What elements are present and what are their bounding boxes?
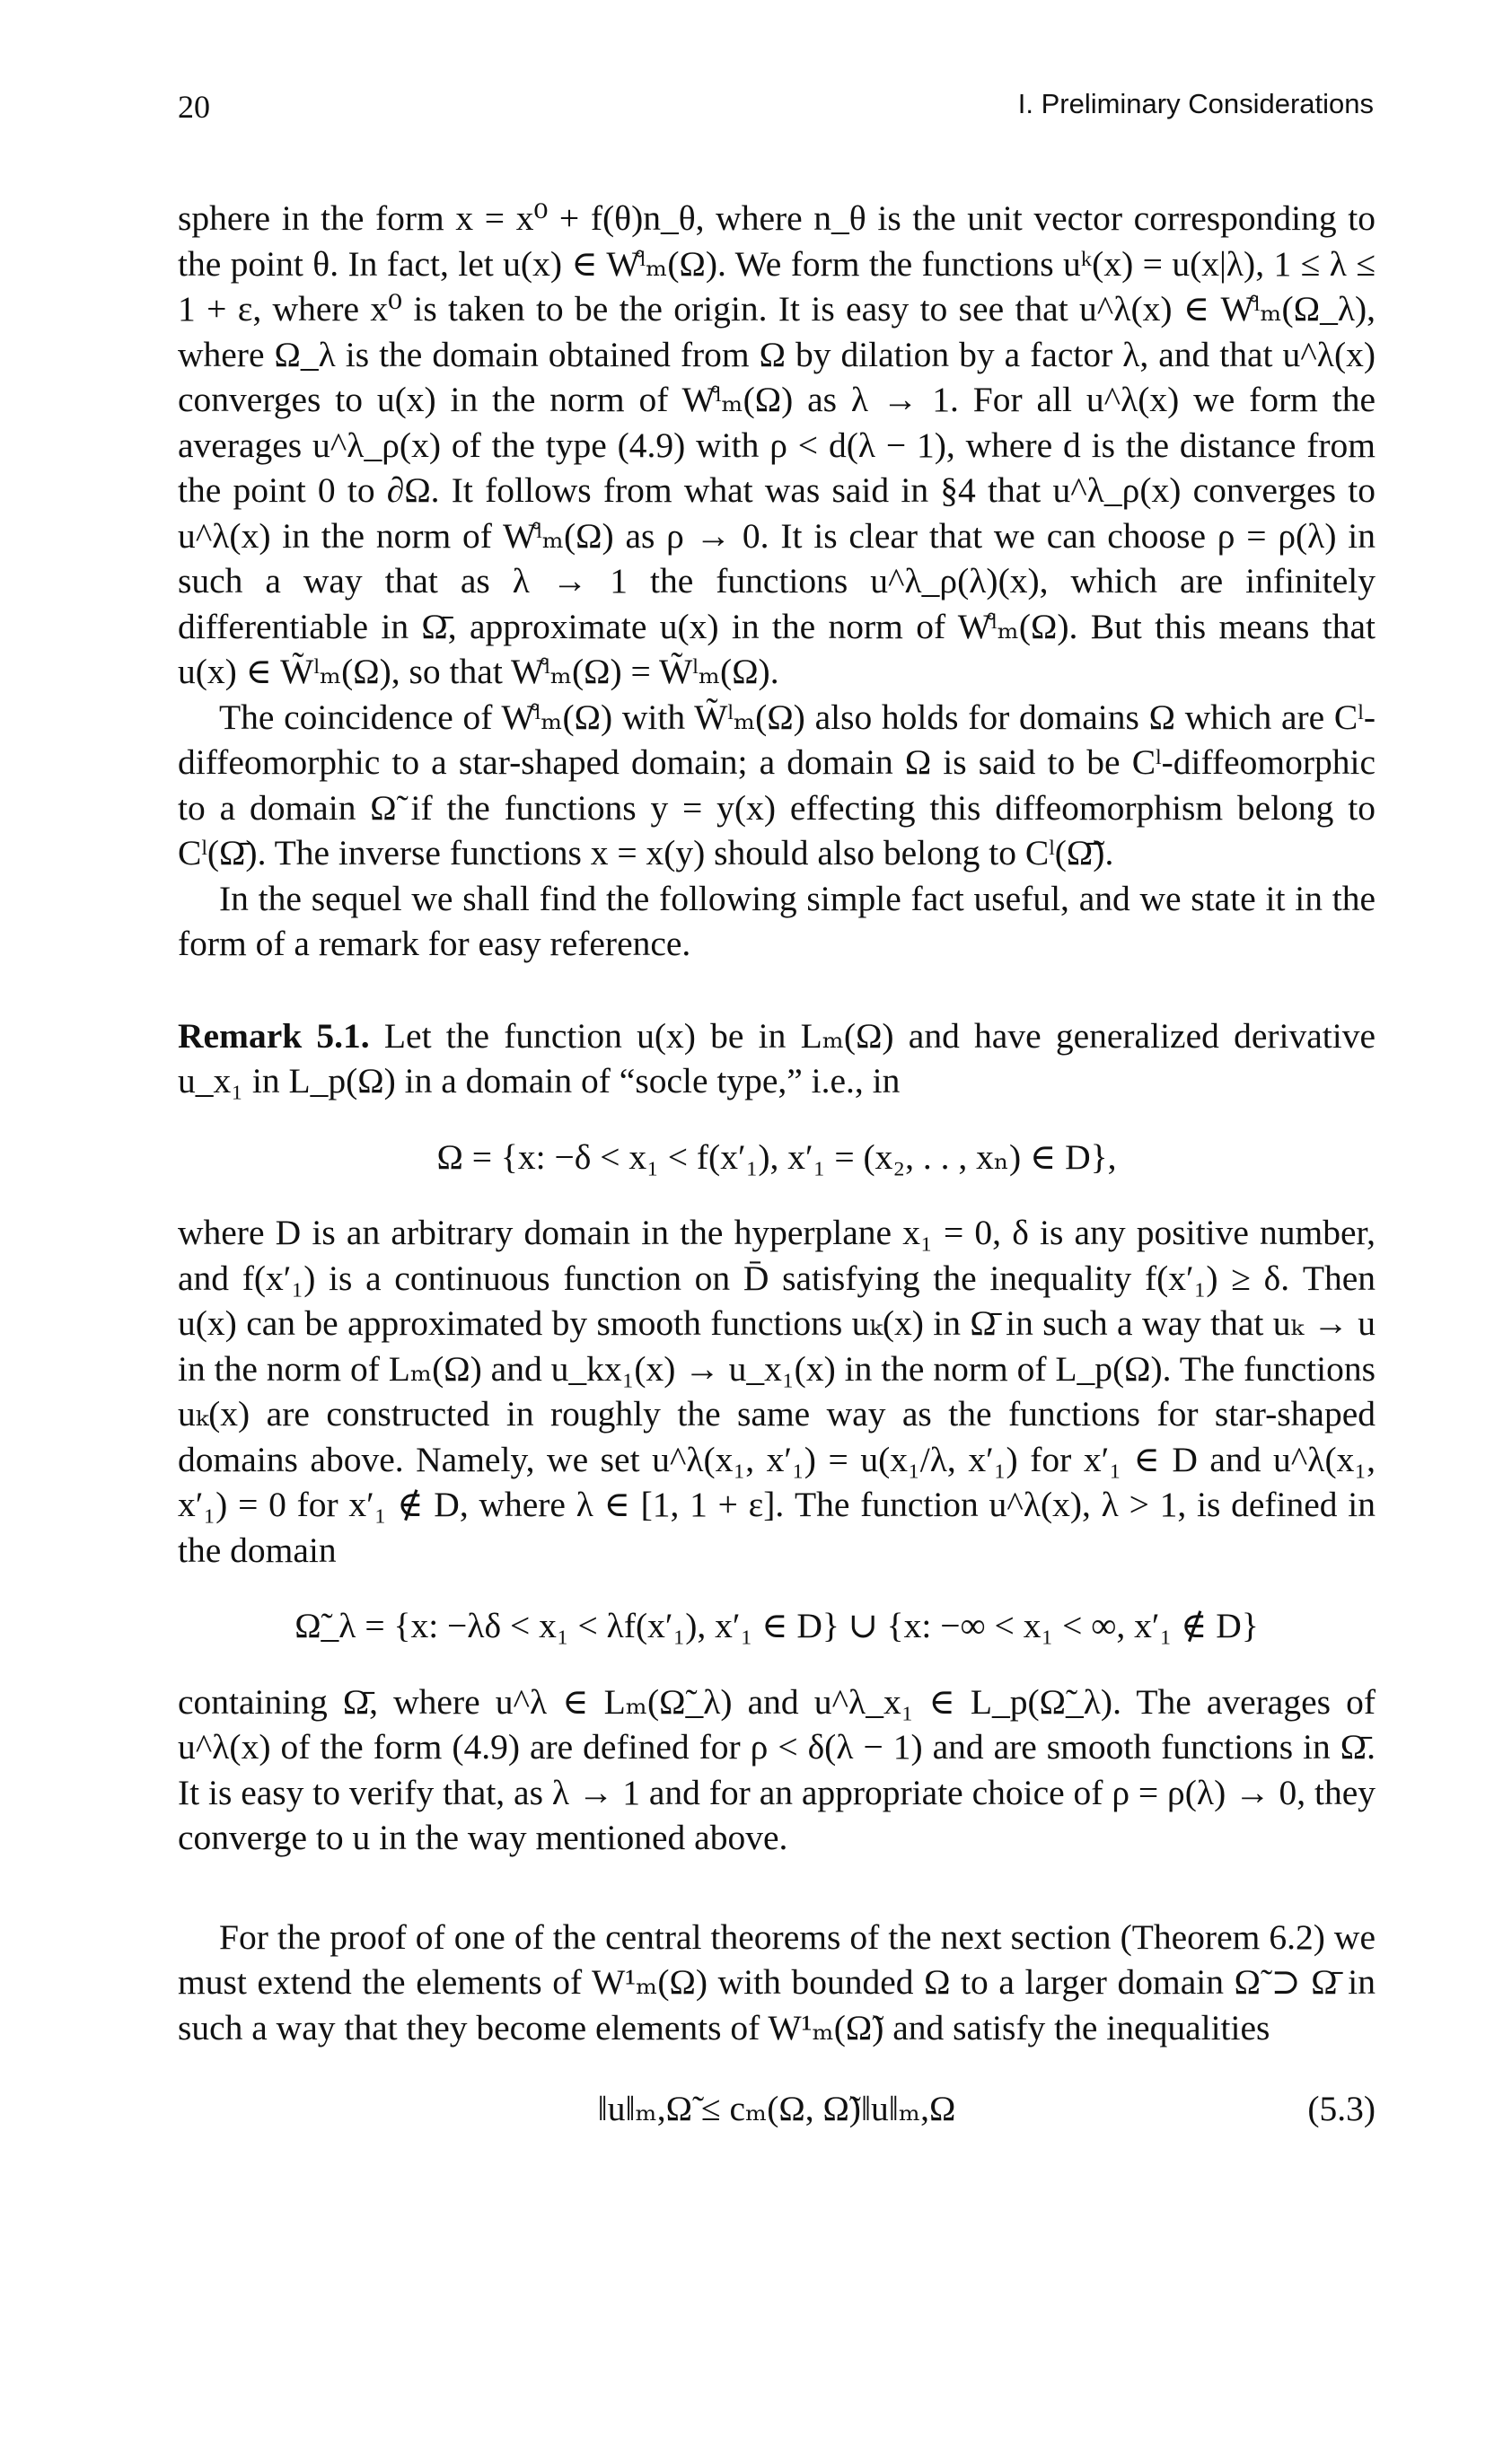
paragraph-6: containing Ω̄, where u^λ ∈ Lₘ(Ω̃_λ) and u^λ_x₁ ∈ L_p(Ω̃_λ). The averages of u^λ(x) of the form (4.9) are defined for ρ < δ(λ − 1) and are smooth functions in Ω̄. It is easy to verify that, as λ → 1 and for an appropriate choice of ρ = ρ(λ) → 0, they converge to u in the way mentioned above.	[178, 1681, 1376, 1857]
paragraph-7: For the proof of one of the central theorems of the next section (Theorem 6.2) we must extend the elements of W¹ₘ(Ω) with bounded Ω to a larger domain Ω̃ ⊃ Ω̄ in such a way that they become elements of W¹ₘ(Ω̃) and satisfy the inequalities	[178, 1916, 1376, 2047]
paragraph-1: sphere in the form x = x⁰ + f(θ)n_θ, where n_θ is the unit vector corresponding to the point θ. In fact, let u(x) ∈ W̊ˡₘ(Ω). We form the functions uᵏ(x) = u(x|λ), 1 ≤ λ ≤ 1 + ε, where x⁰ is taken to be the origin. It is easy to see that u^λ(x) ∈ W̊ˡₘ(Ω_λ), where Ω_λ is the domain obtained from Ω by dilation by a factor λ, and that u^λ(x) converges to u(x) in the norm of W̊ˡₘ(Ω) as λ → 1. For all u^λ(x) we form the averages u^λ_ρ(x) of the type (4.9) with ρ < d(λ − 1), where d is the distance from the point 0 to ∂Ω. It follows from what was said in §4 that u^λ_ρ(x) converges to u^λ(x) in the norm of W̊ˡₘ(Ω) as ρ → 0. It is clear that we can choose ρ = ρ(λ) in such a way that as λ → 1 the functions u^λ_ρ(λ)(x), which are infinitely differentiable in Ω̄, approximate u(x) in the norm of W̊ˡₘ(Ω). But this means that u(x) ∈ W̃ˡₘ(Ω), so that W̊ˡₘ(Ω) = W̃ˡₘ(Ω).	[178, 198, 1376, 691]
page-header	[178, 88, 1374, 133]
paragraph-2: The coincidence of W̊ˡₘ(Ω) with W̃ˡₘ(Ω) also holds for domains Ω which are Cˡ-diffeomorphic to a star-shaped domain; a domain Ω is said to be Cˡ-diffeomorphic to a domain Ω̃ if the functions y = y(x) effecting this diffeomorphism belong to Cˡ(Ω̄). The inverse functions x = x(y) should also belong to Cˡ(Ω̃̄).	[178, 697, 1376, 872]
equation-socle-domain: Ω = {x: −δ < x₁ < f(x′₁), x′₁ = (x₂, . . , xₙ) ∈ D},	[436, 1136, 1117, 1177]
remark-text: Let the function u(x) be in Lₘ(Ω) and have generalized derivative u_x₁ in L_p(Ω) in a domain of “socle type,” i.e., in	[178, 1015, 1376, 1100]
equation-5-3-body: ‖u‖ₘ,Ω̃ ≤ cₘ(Ω, Ω̃)‖u‖ₘ,Ω	[597, 2089, 956, 2128]
equation-number: (5.3)	[1307, 2089, 1376, 2128]
equation-dilated-domain: Ω̃_λ = {x: −λδ < x₁ < λf(x′₁), x′₁ ∈ D} ∪ {x: −∞ < x₁ < ∞, x′₁ ∉ D}	[294, 1606, 1259, 1645]
running-title: I. Preliminary Considerations	[1017, 88, 1374, 119]
remark-paragraph	[178, 1013, 1376, 1104]
paragraph-3: In the sequel we shall find the following simple fact useful, and we state it in the form of a remark for easy reference.	[178, 878, 1376, 963]
body-text	[178, 196, 1376, 2132]
remark-label: Remark 5.1.	[178, 1015, 370, 1056]
page-number: 20	[178, 89, 210, 125]
equation-5-3	[178, 2086, 1376, 2132]
paragraph-5: where D is an arbitrary domain in the hyperplane x₁ = 0, δ is any positive number, and f(x′₁) is a continuous function on D̄ satisfying the inequality f(x′₁) ≥ δ. Then u(x) can be approximated by smooth functions uₖ(x) in Ω̄ in such a way that uₖ → u in the norm of Lₘ(Ω) and u_kx₁(x) → u_x₁(x) in the norm of L_p(Ω). The functions uₖ(x) are constructed in roughly the same way as the functions for star-shaped domains above. Namely, we set u^λ(x₁, x′₁) = u(x₁/λ, x′₁) for x′₁ ∈ D and u^λ(x₁, x′₁) = 0 for x′₁ ∉ D, where λ ∈ [1, 1 + ε]. The function u^λ(x), λ > 1, is defined in the domain	[178, 1213, 1376, 1570]
